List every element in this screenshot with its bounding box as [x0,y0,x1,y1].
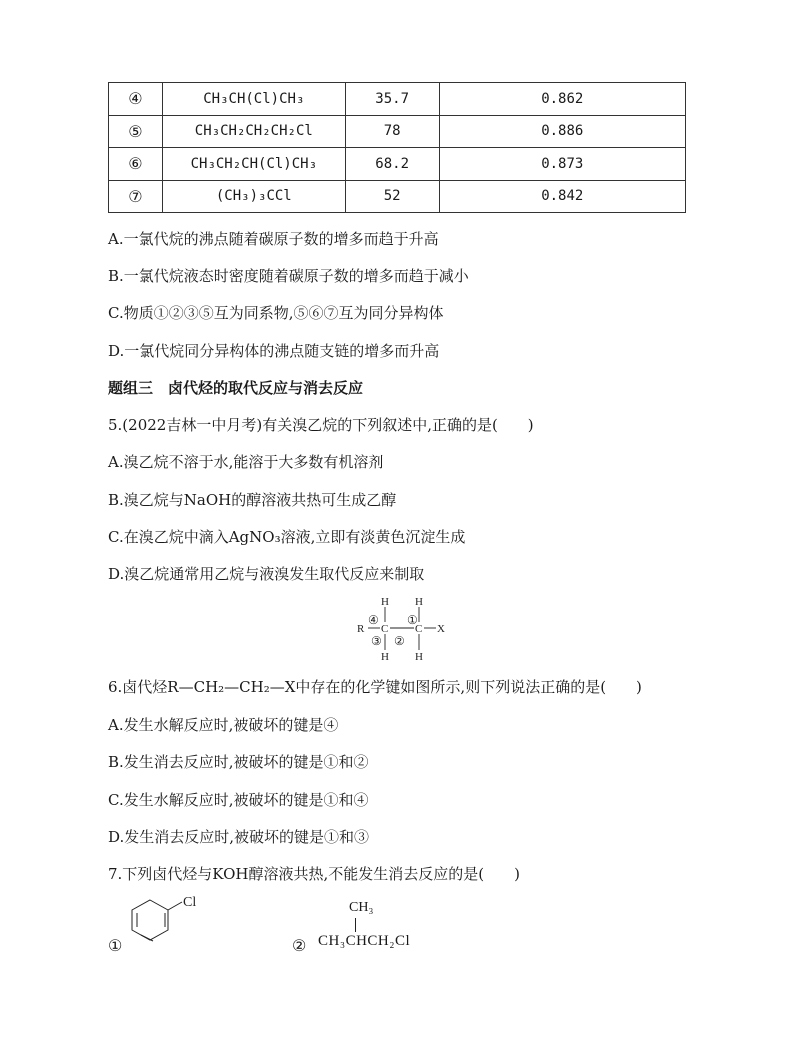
boiling-point-cell: 78 [345,115,439,148]
density-cell: 0.886 [439,115,685,148]
table-row [109,180,686,213]
q6-stem: 6.卤代烃R—CH₂—CH₂—X中存在的化学键如图所示,则下列说法正确的是( ) [108,678,642,696]
chlorine-label: Cl [183,895,197,910]
carbon-1-label: C [381,623,389,635]
branch-bond [355,918,356,932]
h-bottom-left: H [381,651,389,663]
q4-option-b: B.一氯代烷液态时密度随着碳原子数的增多而趋于减小 [108,267,469,285]
boiling-point-cell: 52 [345,180,439,213]
q6-option-d: D.发生消去反应时,被破坏的键是①和③ [108,828,370,846]
methyl-branch: CH₃ [349,900,374,915]
table-row [109,83,686,116]
q6-option-a: A.发生水解反应时,被破坏的键是④ [108,716,339,734]
bond-label-4: ④ [368,613,379,627]
q5-stem: 5.(2022吉林一中月考)有关溴乙烷的下列叙述中,正确的是( ) [108,416,534,434]
q4-option-c: C.物质①②③⑤互为同系物,⑤⑥⑦互为同分异构体 [108,304,444,322]
q5-option-b: B.溴乙烷与NaOH的醇溶液共热可生成乙醇 [108,491,397,509]
carbon-2-label: C [415,623,423,635]
halogen-label: X [437,623,445,635]
bond-label-1: ① [407,613,418,627]
formula-cell: (CH₃)₃CCl [162,180,345,213]
q5-option-a: A.溴乙烷不溶于水,能溶于大多数有机溶剂 [108,453,384,471]
q6-option-c: C.发生水解反应时,被破坏的键是①和④ [108,791,369,809]
row-number: ⑤ [109,115,163,148]
table-row [109,115,686,148]
q6-option-b: B.发生消去反应时,被破坏的键是①和② [108,753,369,771]
h-bottom-right: H [415,651,423,663]
row-number: ⑦ [109,180,163,213]
q4-option-a: A.一氯代烷的沸点随着碳原子数的增多而趋于升高 [108,230,439,248]
q7-item2-label: ② [292,936,307,955]
q7-stem: 7.下列卤代烃与KOH醇溶液共热,不能发生消去反应的是( ) [108,865,520,883]
formula-cell: CH₃CH₂CH₂CH₂Cl [162,115,345,148]
boiling-point-cell: 35.7 [345,83,439,116]
formula-cell: CH₃CH(Cl)CH₃ [162,83,345,116]
section-heading: 题组三 卤代烃的取代反应与消去反应 [108,379,364,397]
density-cell: 0.862 [439,83,685,116]
q7-item1-label: ① [108,936,123,955]
q5-option-d: D.溴乙烷通常用乙烷与液溴发生取代反应来制取 [108,565,425,583]
q5-option-c: C.在溴乙烷中滴入AgNO₃溶液,立即有淡黄色沉淀生成 [108,528,466,546]
formula-cell: CH₃CH₂CH(Cl)CH₃ [162,148,345,181]
data-table [108,82,686,213]
chlorobenzene-structure [128,892,208,956]
density-cell: 0.842 [439,180,685,213]
density-cell: 0.873 [439,148,685,181]
h-top-right: H [415,596,423,608]
row-number: ⑥ [109,148,163,181]
table-row [109,148,686,181]
boiling-point-cell: 68.2 [345,148,439,181]
row-number: ④ [109,83,163,116]
r-group-label: R [357,623,365,635]
main-chain-formula: CH₃CHCH₂Cl [318,933,411,949]
q4-option-d: D.一氯代烷同分异构体的沸点随支链的增多而升高 [108,342,440,360]
h-top-left: H [381,596,389,608]
bond-label-3: ③ [371,634,382,648]
haloalkane-bond-diagram [350,594,450,664]
bond-label-2: ② [394,634,405,648]
